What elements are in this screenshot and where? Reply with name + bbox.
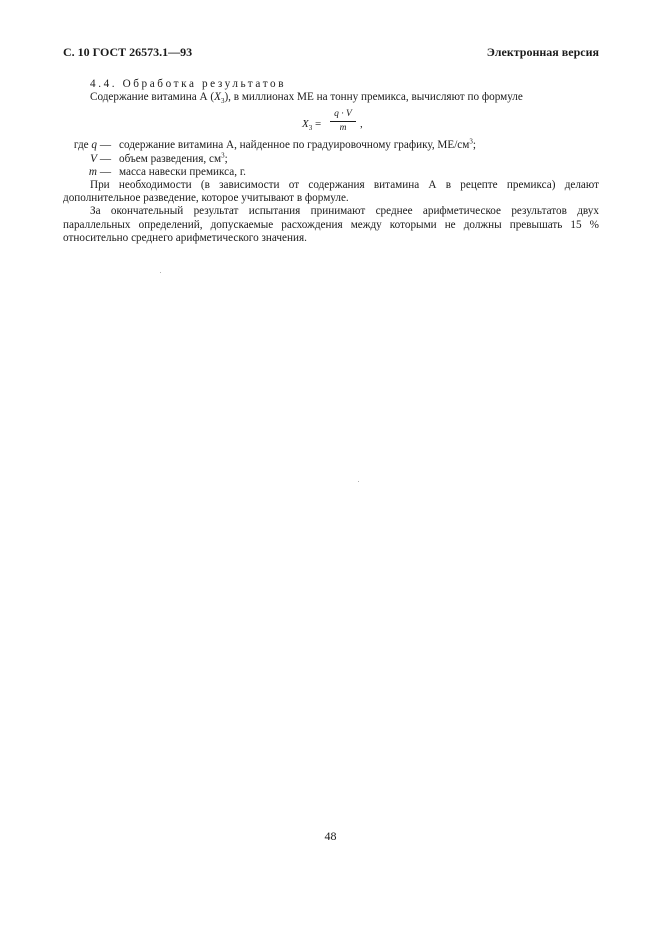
definition-text-q: содержание витамина А, найденное по градуировочному графику, МЕ/см (119, 139, 470, 152)
formula-trailing-comma: , (360, 118, 363, 131)
definition-prefix: где (73, 139, 92, 152)
paragraph-line: дополнительное разведение, которое учитывают в формуле. (63, 192, 349, 205)
definition-row (63, 139, 599, 152)
header-version-label: Электронная версия (486, 45, 599, 59)
definition-row (63, 166, 599, 179)
formula-lhs-subscript: 3 (308, 124, 313, 133)
intro-prefix: Содержание витамина А ( (90, 91, 215, 104)
definition-symbol (63, 153, 111, 166)
formula-block (63, 107, 599, 137)
definition-row (63, 150, 599, 166)
formula-lhs (302, 118, 321, 131)
section-heading: 4.4. Обработка результатов (90, 78, 287, 90)
formula-equals: = (314, 118, 322, 131)
definition-symbol-v: V (90, 152, 98, 165)
definition-text (119, 150, 228, 166)
fraction-bar (330, 121, 356, 122)
paragraph-line: относительно среднего арифметического значения. (63, 231, 307, 244)
page-header (63, 45, 599, 61)
intro-suffix: ), в миллионах МЕ на тонну премикса, вычисляют по формуле (224, 91, 523, 104)
formula-fraction (330, 109, 356, 134)
paragraph-line: параллельных определений, допускаемые расхождения между которыми не должны превышать 15 % (63, 218, 599, 231)
definition-text-m: масса навески премикса, г. (119, 165, 246, 178)
page-number: 48 (324, 829, 337, 843)
definition-symbol (63, 139, 111, 152)
definition-dash: — (97, 139, 111, 152)
definition-sup: 3 (221, 150, 225, 159)
intro-subscript: 3 (220, 97, 225, 106)
definition-end: ; (472, 139, 476, 152)
definition-dash: — (97, 165, 111, 178)
definition-text-v: объем разведения, см (119, 152, 222, 165)
header-standard-reference: С. 10 ГОСТ 26573.1—93 (63, 45, 193, 59)
section-intro (63, 91, 599, 104)
definition-text (119, 139, 476, 152)
definitions-list (63, 139, 599, 179)
scan-speck (160, 272, 161, 273)
definition-symbol-m: m (88, 165, 98, 178)
definition-symbol-q: q (91, 139, 98, 152)
formula-numerator: q · V (334, 109, 352, 120)
definition-sup: 3 (469, 137, 473, 146)
paragraph-final-result (63, 205, 599, 245)
definition-text (119, 166, 246, 179)
scan-speck (358, 481, 359, 482)
formula-lhs-variable: X (302, 118, 309, 131)
paragraph-dilution (63, 179, 599, 205)
intro-variable: X (214, 91, 221, 104)
definition-end: ; (224, 152, 228, 165)
paragraph-line: При необходимости (в зависимости от содержания витамина А в рецепте премикса) делают (90, 178, 599, 191)
definition-symbol (63, 166, 111, 179)
page-body (63, 78, 599, 245)
formula-denominator: m (339, 123, 347, 134)
definition-dash: — (97, 152, 111, 165)
paragraph-line: За окончательный результат испытания принимают среднее арифметическое результатов двух (90, 205, 599, 218)
